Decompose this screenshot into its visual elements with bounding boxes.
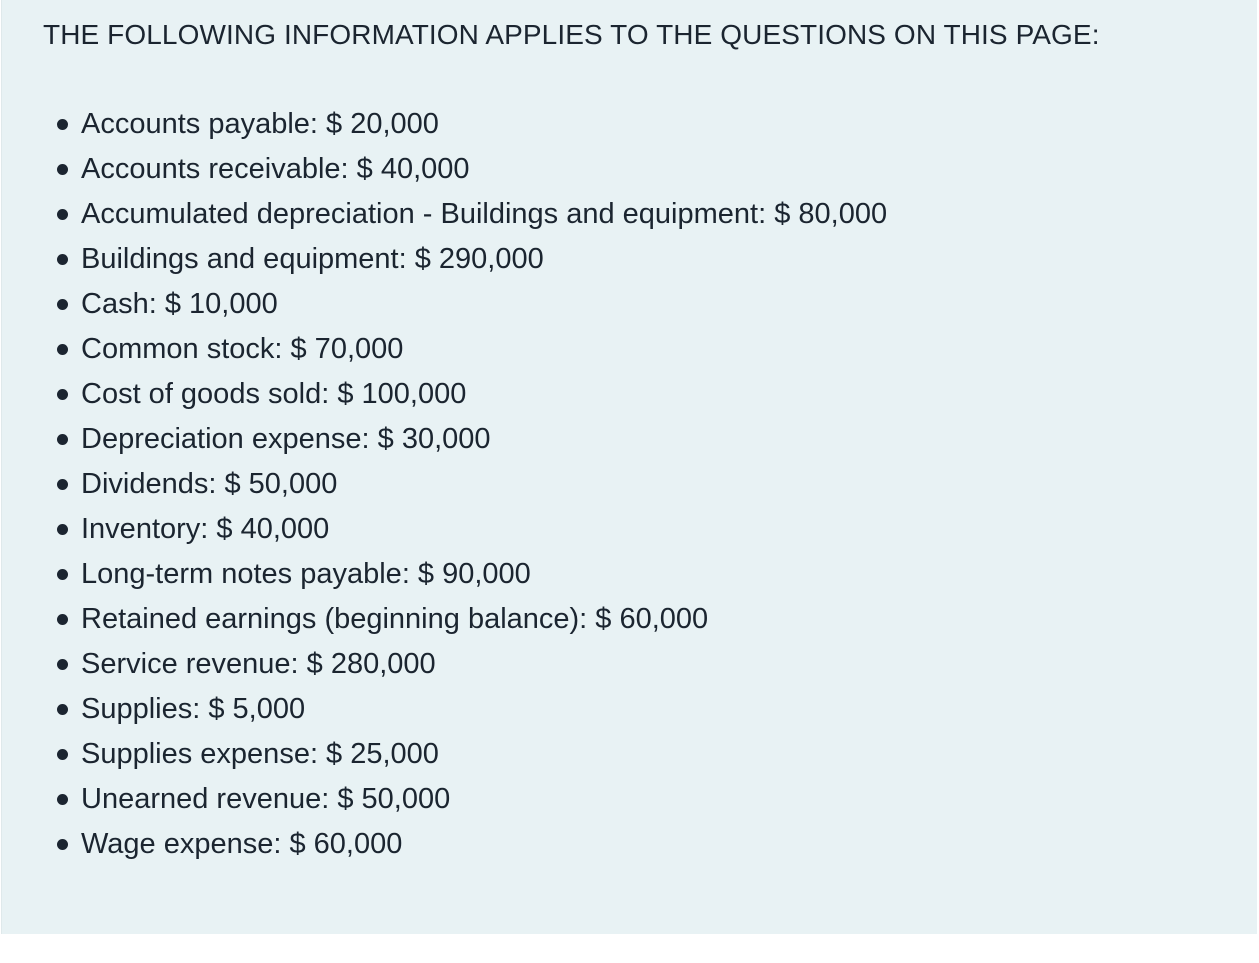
list-item-text: Wage expense: $ 60,000 [81, 828, 403, 860]
list-item-text: Buildings and equipment: $ 290,000 [81, 243, 544, 275]
list-item-text: Service revenue: $ 280,000 [81, 648, 436, 680]
list-item-text: Depreciation expense: $ 30,000 [81, 423, 491, 455]
bullet-icon [57, 344, 68, 355]
bullet-icon [57, 569, 68, 580]
bullet-icon [57, 479, 68, 490]
list-item-text: Supplies: $ 5,000 [81, 693, 306, 725]
list-item-text: Unearned revenue: $ 50,000 [81, 783, 451, 815]
list-item-text: Accounts receivable: $ 40,000 [81, 153, 470, 185]
bullet-icon [57, 209, 68, 220]
list-item-text: Cash: $ 10,000 [81, 288, 278, 320]
bullet-icon [57, 614, 68, 625]
bullet-icon [57, 164, 68, 175]
bullet-icon [57, 659, 68, 670]
list-item-text: Inventory: $ 40,000 [81, 513, 330, 545]
bullet-icon [57, 299, 68, 310]
list-item-text: Dividends: $ 50,000 [81, 468, 338, 500]
bullet-icon [57, 524, 68, 535]
bullet-icon [57, 794, 68, 805]
bullet-icon [57, 434, 68, 445]
list-item-text: Supplies expense: $ 25,000 [81, 738, 439, 770]
bullet-icon [57, 839, 68, 850]
bullet-icon [57, 389, 68, 400]
list-item-text: Accumulated depreciation - Buildings and equipment: $ 80,000 [81, 198, 888, 230]
bullet-icon [57, 119, 68, 130]
bullet-icon [57, 254, 68, 265]
info-panel [1, 0, 1257, 934]
info-heading: THE FOLLOWING INFORMATION APPLIES TO THE QUESTIONS ON THIS PAGE: [43, 19, 1100, 50]
bullet-icon [57, 749, 68, 760]
bullet-icon [57, 704, 68, 715]
list-item-text: Accounts payable: $ 20,000 [81, 108, 439, 140]
list-item-text: Common stock: $ 70,000 [81, 333, 404, 365]
list-item-text: Retained earnings (beginning balance): $ 60,000 [81, 603, 709, 635]
list-item-text: Long-term notes payable: $ 90,000 [81, 558, 531, 590]
list-item-text: Cost of goods sold: $ 100,000 [81, 378, 467, 410]
